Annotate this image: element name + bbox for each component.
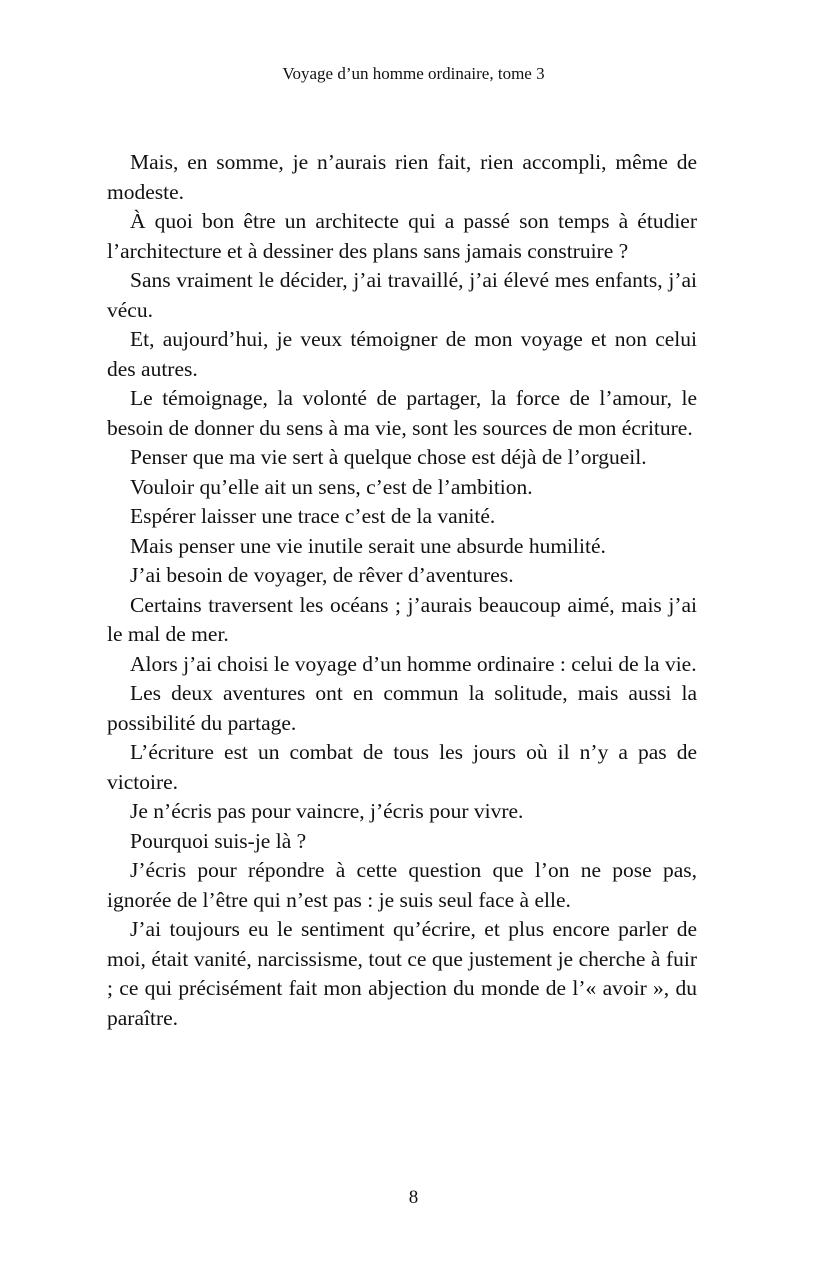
paragraph: Je n’écris pas pour vaincre, j’écris pour vivre. xyxy=(130,799,524,823)
paragraph: J’écris pour répondre à cette question que l’on ne pose pas, ignorée de l’être qui n’est pas : je suis seul face à elle. xyxy=(107,858,697,912)
paragraph: Mais penser une vie inutile serait une absurde humilité. xyxy=(130,533,606,558)
paragraph: Espérer laisser une trace c’est de la vanité. xyxy=(130,504,496,528)
page-number: 8 xyxy=(408,1187,419,1208)
running-header: Voyage d’un homme ordinaire, tome 3 xyxy=(282,64,545,83)
paragraph: J’ai besoin de voyager, de rêver d’aventures. xyxy=(130,563,514,587)
paragraph: Mais, en somme, je n’aurais rien fait, rien accompli, même de modeste. xyxy=(107,150,697,204)
paragraph: Pourquoi suis-je là ? xyxy=(130,828,307,853)
paragraph: Vouloir qu’elle ait un sens, c’est de l’ambition. xyxy=(130,474,533,499)
paragraph: L’écriture est un combat de tous les jours où il n’y a pas de victoire. xyxy=(107,740,697,794)
paragraph: Sans vraiment le décider, j’ai travaillé, j’ai élevé mes enfants, j’ai vécu. xyxy=(107,268,697,322)
paragraph: À quoi bon être un architecte qui a passé son temps à étudier l’architecture et à dessiner des plans sans jamais construire ? xyxy=(107,209,697,263)
paragraph: Penser que ma vie sert à quelque chose est déjà de l’orgueil. xyxy=(130,445,647,469)
paragraph: Certains traversent les océans ; j’aurais beaucoup aimé, mais j’ai le mal de mer. xyxy=(107,592,697,646)
paragraph: Alors j’ai choisi le voyage d’un homme ordinaire : celui de la vie. xyxy=(130,651,697,676)
paragraph: Le témoignage, la volonté de partager, la force de l’amour, le besoin de donner du sens à ma vie, sont les sources de mon écriture. xyxy=(107,386,697,440)
body-text xyxy=(107,148,697,1033)
paragraph: Et, aujourd’hui, je veux témoigner de mon voyage et non celui des autres. xyxy=(107,327,697,381)
paragraph: J’ai toujours eu le sentiment qu’écrire, et plus encore parler de moi, était vanité, narcissisme, tout ce que justement je cherche à fuir ; ce qui précisément fait mon abjection du monde de l’« avoir », du paraître. xyxy=(107,917,697,1030)
paragraph: Les deux aventures ont en commun la solitude, mais aussi la possibilité du partage. xyxy=(107,681,697,735)
